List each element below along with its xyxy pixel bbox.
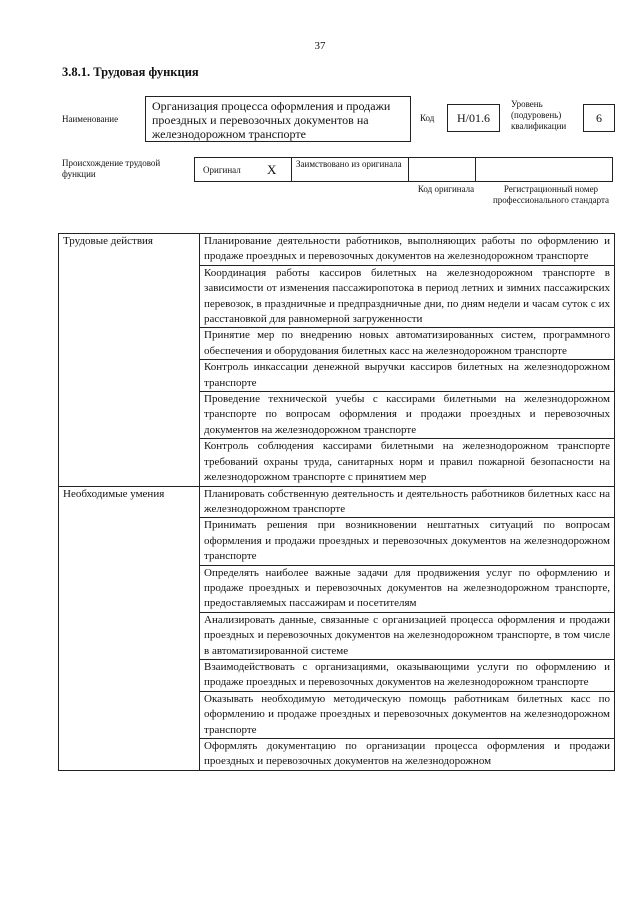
skill-item: Принимать решения при возникновении нештатных ситуаций по вопросам оформления и продажи проездных и перевозочных документов на железнодорожном транспорте [200,518,615,565]
page-number: 37 [314,40,326,52]
original-label: Оригинал [203,165,241,175]
labor-action-item: Контроль соблюдения кассирами билетными на железнодорожном транспорте требований охраны труда, санитарных норм и правил пожарной безопасности на железнодорожном транспорте с принятием мер [200,439,615,486]
skill-item: Планировать собственную деятельность и деятельность работников билетных касс на железнодорожном транспорте [200,486,615,518]
labor-action-item: Планирование деятельности работников, выполняющих работы по оформлению и продаже проездных и перевозочных документов на железнодорожном транспорте [200,234,615,266]
labor-action-item: Координация работы кассиров билетных на железнодорожном транспорте в зависимости от изменения пассажиропотока в период летних и зимних пассажирских перевозок, в праздничные и предпраздничные дни, по дням недели и часам суток с их расстановкой для равномерной загруженности [200,265,615,328]
origin-label: Происхождение трудовой функции [62,158,161,179]
section-title: 3.8.1. Трудовая функция [62,65,199,79]
function-name-field: Организация процесса оформления и продажи проездных и перевозочных документов на железнодорожном транспорте [145,96,411,142]
borrowed-cell: Заимствовано из оригинала [291,157,409,182]
labor-action-category: Трудовые действия [59,234,200,487]
skill-item: Оформлять документацию по организации процесса оформления и продажи проездных и перевозочных документов на железнодорожном [200,739,615,771]
original-cell [194,157,292,182]
labor-action-item: Проведение технической учебы с кассирами билетными на железнодорожном транспорте по вопросам оформления и продажи проездных и перевозочных документов на железнодорожном транспорте [200,392,615,439]
registration-number-caption: Регистрационный номер профессионального стандарта [492,184,610,205]
labor-action-item: Принятие мер по внедрению новых автоматизированных систем, программного обеспечения и оборудования билетных касс на железнодорожном транспорте [200,328,615,360]
skill-category: Необходимые умения [59,486,200,770]
table-row [59,234,615,266]
labor-action-item: Контроль инкассации денежной выручки кассиров билетных на железнодорожном транспорте [200,360,615,392]
code-label: Код [420,113,435,123]
name-label: Наименование [62,114,119,124]
skill-item: Оказывать необходимую методическую помощь работникам билетных касс по оформлению и продаже проездных и перевозочных документов на железнодорожном транспорте [200,691,615,738]
table-row [59,486,615,518]
original-code-cell [408,157,476,182]
skill-item: Анализировать данные, связанные с организацией процесса оформления и продажи проездных и перевозочных документов на железнодорожном транспорте, в том числе в автоматизированной системе [200,612,615,659]
skill-item: Определять наиболее важные задачи для продвижения услуг по оформлению и продаже проездных и перевозочных документов на железнодорожном транспорте, предоставляемых пассажирам и посетителям [200,565,615,612]
original-code-caption: Код оригинала [417,184,475,194]
registration-number-cell [475,157,613,182]
qualification-level-field: 6 [583,104,615,132]
level-label: Уровень (подуровень) квалификации [511,99,567,131]
original-mark: X [267,162,277,177]
skill-item: Взаимодействовать с организациями, оказывающими услуги по оформлению и продаже проездных и перевозочных документов на железнодорожном транспорте [200,659,615,691]
function-details-table [58,233,615,771]
function-code-field: Н/01.6 [447,104,500,132]
origin-row [195,157,613,182]
